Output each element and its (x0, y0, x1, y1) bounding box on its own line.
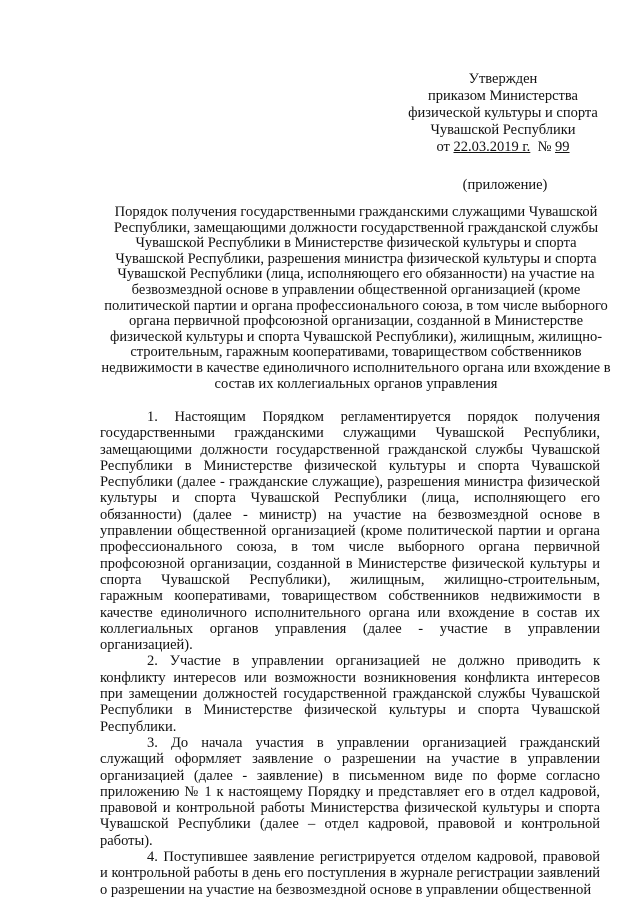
approval-number: 99 (555, 139, 570, 155)
paragraph: 3. До начала участия в управлении организацией гражданский служащий оформляет заявление о разрешении на участие в управлении организацией (далее - заявление) в письменном виде по форме согласно приложению № 1 к настоящему Порядку и представляет его в отдел кадровой, правовой и контрольной работы Министерства физической культуры и спорта Чувашской Республики (далее – отдел кадровой, правовой и контрольной работы). (100, 734, 600, 849)
appendix-label: (приложение) (462, 177, 548, 193)
approval-line: физической культуры и спорта (408, 105, 598, 121)
approval-date: 22.03.2019 г. (453, 139, 531, 155)
approval-line: приказом Министерства (428, 88, 578, 104)
document-body (100, 409, 600, 898)
paragraph: 1. Настоящим Порядком регламентируется порядок получения государственными гражданскими служащими Чувашской Республики, замещающими должности государственной гражданской службы Чувашской Республики в Министерстве физической культуры и спорта Чувашской Республики (далее - гражданские служащие), разрешения министра физической культуры и спорта Чувашской Республики (лица, исполняющего его обязанности) (далее - министр) на участие на безвозмездной основе в управлении общественной организацией (кроме политической партии и органа профессионального союза, в том числе выборного органа первичной профсоюзной организации, созданной в Министерстве физической культуры и спорта Чувашской Республики), жилищным, жилищно-строительным, гаражным кооперативами, товариществом собственников недвижимости в качестве единоличного исполнительного органа или вхождение в состав их коллегиальных органов управления (далее - участие в управлении организацией). (100, 409, 600, 654)
paragraph: 2. Участие в управлении организацией не должно приводить к конфликту интересов или возможности возникновения конфликта интересов при замещении должностей государственной гражданской службы Чувашской Республики в Министерстве физической культуры и спорта Чувашской Республики. (100, 653, 600, 735)
approval-stamp (398, 71, 608, 156)
date-prefix: от (436, 139, 454, 155)
approval-line: Утвержден (468, 71, 538, 87)
approval-date-line (398, 139, 608, 156)
document-title: Порядок получения государственными гражданскими служащими Чувашской Республики, замещающими должности государственной гражданской службы Чувашской Республики в Министерстве физической культуры и спорта Чувашской Республики, разрешения министра физической культуры и спорта Чувашской Республики (лица, исполняющего его обязанности) на участие на безвозмездной основе в управлении общественной организацией (кроме политической партии и органа профессионального союза, в том числе выборного органа первичной профсоюзной организации, созданной в Министерстве физической культуры и спорта Чувашской Республики), жилищным, жилищно-строительным, гаражным кооперативами, товариществом собственников недвижимости в качестве единоличного исполнительного органа или вхождение в состав их коллегиальных органов управления (101, 204, 611, 392)
approval-line: Чувашской Республики (430, 122, 576, 138)
paragraph: 4. Поступившее заявление регистрируется отделом кадровой, правовой и контрольной работы в день его поступления в журнале регистрации заявлений о разрешении на участие на безвозмездной основе в управлении общественной (100, 849, 600, 898)
number-prefix: № (530, 139, 556, 155)
